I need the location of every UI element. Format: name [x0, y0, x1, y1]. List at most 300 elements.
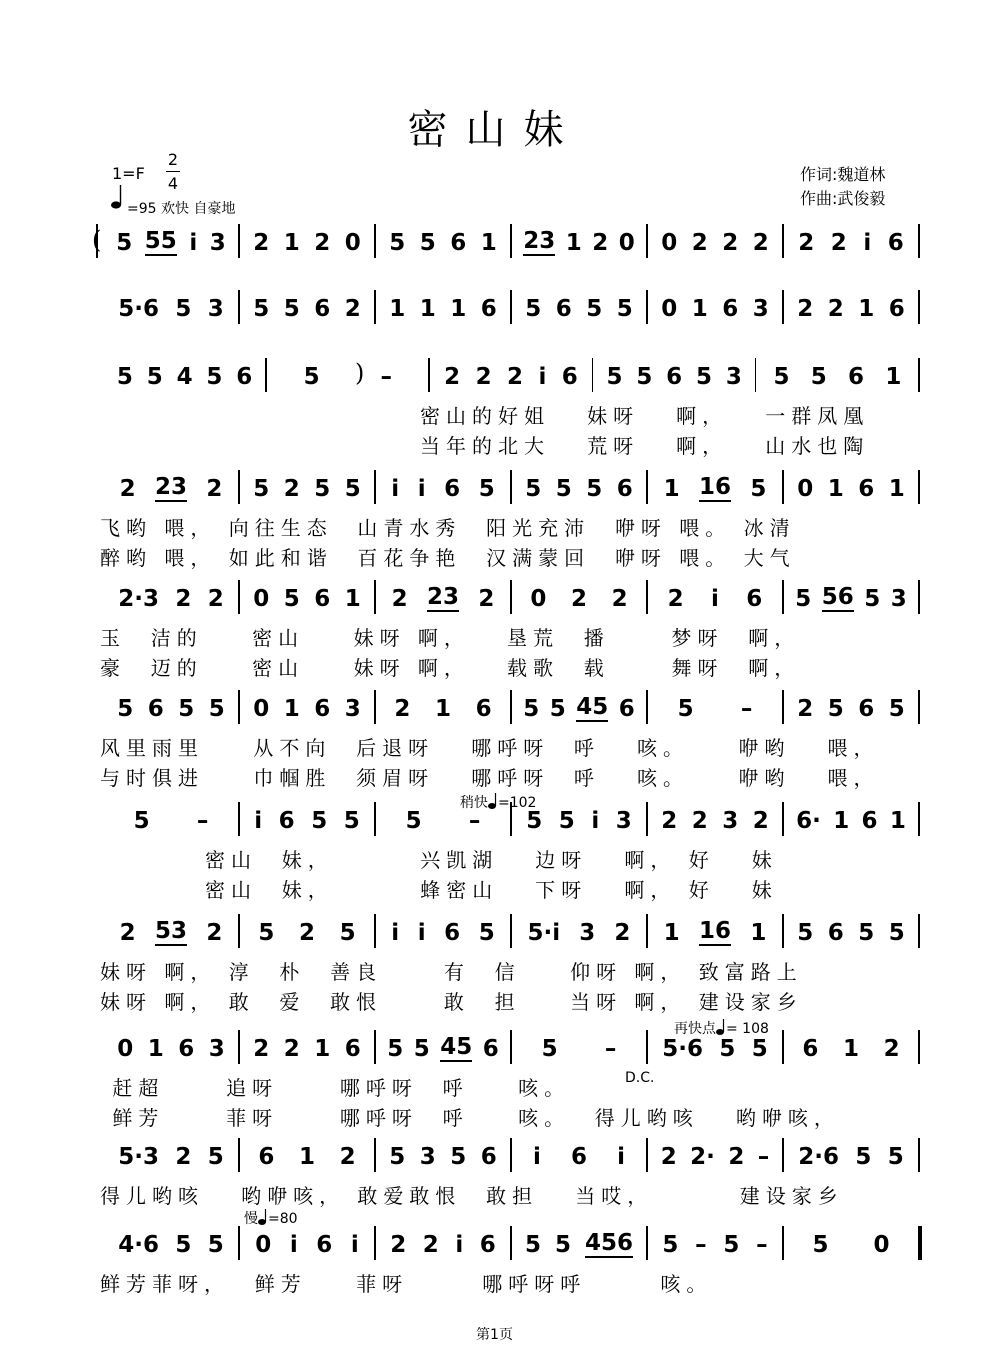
note: 1 — [434, 696, 451, 722]
note: 5 — [555, 476, 572, 502]
note: 1 — [833, 808, 850, 834]
tempo-label: 再快点 — [674, 1021, 716, 1037]
barline — [238, 690, 240, 724]
note: 5 — [723, 1232, 740, 1258]
barline — [782, 1226, 784, 1260]
note: 5·6 — [118, 296, 159, 322]
note: 1 — [283, 230, 300, 256]
measure — [518, 912, 640, 946]
note: 5 — [810, 364, 827, 390]
note: 6 — [147, 696, 164, 722]
quarter-note-icon — [716, 1018, 726, 1036]
measure — [654, 288, 776, 322]
note: 6· — [796, 808, 821, 834]
note: i — [350, 1232, 359, 1258]
note: 5 — [719, 1036, 736, 1062]
barline — [646, 1226, 648, 1260]
note: 1 — [389, 296, 406, 322]
barline — [374, 1226, 376, 1260]
barline — [265, 358, 267, 392]
measure — [654, 578, 776, 612]
note: 23 — [523, 228, 556, 254]
tempo-value: =102 — [498, 795, 537, 811]
note: 5 — [207, 1232, 224, 1258]
note: 0 — [253, 696, 270, 722]
note: 6 — [475, 696, 492, 722]
note: 0 — [117, 1036, 134, 1062]
barline — [238, 290, 240, 324]
lyric-line-2: 醉哟 喂， 如此和谐 百花争艳 汉满蒙回 咿呀 喂。 大气 — [100, 546, 796, 570]
note: 5 — [450, 1144, 467, 1170]
note: – — [604, 1036, 617, 1062]
note: 5 — [773, 364, 790, 390]
note: 5 — [797, 920, 814, 946]
note: 5 — [616, 296, 633, 322]
tempo-marking: =95 欢快 自豪地 — [127, 201, 236, 217]
note: 5 — [858, 920, 875, 946]
barline — [374, 914, 376, 948]
note: 1 — [842, 1036, 859, 1062]
note: 6 — [178, 1036, 195, 1062]
barline — [918, 224, 920, 258]
note: 6 — [236, 364, 253, 390]
note: i — [189, 230, 198, 256]
note: 3 — [579, 920, 596, 946]
quarter-note-icon — [258, 1208, 268, 1226]
barline — [918, 1030, 920, 1064]
barline — [510, 580, 512, 614]
note: 1 — [663, 920, 680, 946]
barline — [646, 802, 648, 836]
composer-credit: 作曲:武俊毅 — [800, 189, 886, 208]
note: 6 — [444, 476, 461, 502]
note: 23 — [426, 584, 459, 610]
note: 45 — [440, 1034, 473, 1060]
note: 1 — [565, 230, 582, 256]
repeat-close-paren: ) — [355, 359, 365, 387]
note: 6 — [314, 696, 331, 722]
barline — [510, 1226, 512, 1260]
note: 5 — [864, 586, 881, 612]
note: 1 — [888, 476, 905, 502]
measure — [382, 1224, 504, 1258]
measure — [518, 688, 640, 722]
note: 5 — [812, 1232, 829, 1258]
note: 3 — [208, 1036, 225, 1062]
note: – — [196, 808, 209, 834]
note: 5 — [253, 476, 270, 502]
note: 5·6 — [662, 1036, 703, 1062]
barline — [374, 690, 376, 724]
lyric-line-1: 鲜芳菲呀， 鲜芳 菲呀 哪呼呀呼 咳。 — [100, 1272, 713, 1296]
lyric-line-1: 密山的好姐 妹呀 啊， 一群凤凰 — [420, 404, 870, 428]
measure — [790, 1028, 912, 1062]
measure — [790, 912, 912, 946]
note: 6 — [344, 1036, 361, 1062]
measure — [382, 688, 504, 722]
note: 2 — [752, 808, 769, 834]
note: 2 — [728, 1144, 745, 1170]
note: 5 — [314, 476, 331, 502]
time-signature-numerator: 2 — [167, 150, 179, 169]
lyric-line-1: 赶超 追呀 哪呼呀 呼 咳。 — [100, 1076, 571, 1100]
barline — [374, 470, 376, 504]
note: i — [455, 1232, 464, 1258]
note: 5 — [258, 920, 275, 946]
barline — [238, 914, 240, 948]
note: 2 — [798, 230, 815, 256]
barline — [918, 1226, 922, 1260]
note: 3 — [419, 1144, 436, 1170]
note: 2 — [253, 230, 270, 256]
note: 5 — [311, 808, 328, 834]
note: 5 — [253, 296, 270, 322]
note: 1 — [298, 1144, 315, 1170]
note: 5 — [478, 920, 495, 946]
lyric-line-1: 密山 妹， 兴凯湖 边呀 啊， 好 妹 — [205, 848, 778, 872]
barline — [782, 470, 784, 504]
measure — [110, 222, 232, 256]
note: 5 — [541, 1036, 558, 1062]
measure — [763, 356, 912, 390]
measure — [654, 800, 776, 834]
measure — [790, 288, 912, 322]
barline — [646, 580, 648, 614]
measure — [790, 578, 912, 612]
note: 1 — [750, 920, 767, 946]
note: 2 — [830, 230, 847, 256]
measure — [654, 1224, 776, 1258]
note: 2 — [478, 586, 495, 612]
note: 1 — [889, 808, 906, 834]
note: 2 — [722, 230, 739, 256]
measure — [600, 356, 749, 390]
note: 1 — [480, 230, 497, 256]
measure — [790, 1136, 912, 1170]
note: 2 — [206, 920, 223, 946]
barline — [374, 290, 376, 324]
key-signature: 1=F — [112, 164, 145, 183]
note: 23 — [154, 474, 187, 500]
note: – — [380, 364, 392, 390]
note: 2 — [175, 1144, 192, 1170]
note: 2 — [752, 230, 769, 256]
barline — [782, 802, 784, 836]
note: 6 — [746, 586, 763, 612]
note: 2 — [883, 1036, 900, 1062]
note: 6 — [314, 586, 331, 612]
note: 2 — [475, 364, 492, 390]
measure — [246, 1028, 368, 1062]
lyric-line-2: 豪 迈的 密山 妹呀 啊， 载歌 载 舞呀 啊， — [100, 656, 801, 680]
note: 6 — [444, 920, 461, 946]
note: 5 — [855, 1144, 872, 1170]
note: 3 — [344, 696, 361, 722]
note: 6 — [570, 1144, 587, 1170]
note: i — [289, 1232, 298, 1258]
barline — [510, 690, 512, 724]
measure — [382, 1136, 504, 1170]
barline — [918, 1138, 920, 1172]
note: i — [417, 476, 426, 502]
barline — [238, 1226, 240, 1260]
note: 6 — [802, 1036, 819, 1062]
measure — [436, 356, 585, 390]
note: i — [711, 586, 719, 612]
note: 2 — [691, 230, 708, 256]
tempo-value: = 108 — [726, 1021, 769, 1037]
note: 1 — [314, 1036, 331, 1062]
note: 2 — [394, 696, 411, 722]
note: 5 — [419, 230, 436, 256]
note: – — [757, 1144, 770, 1170]
measure — [518, 468, 640, 502]
note: 2 — [592, 230, 609, 256]
note: 2 — [390, 1232, 407, 1258]
lyric-line-2: 鲜芳 菲呀 哪呼呀 呼 咳。 得儿哟咳 哟咿咳， — [100, 1106, 840, 1130]
note: 1 — [450, 296, 467, 322]
measure — [790, 1224, 912, 1258]
note: 5·3 — [118, 1144, 159, 1170]
note: 6 — [888, 296, 905, 322]
barline — [374, 802, 376, 836]
measure — [246, 800, 368, 834]
barline — [238, 470, 240, 504]
measure — [246, 688, 368, 722]
note: 5 — [586, 296, 603, 322]
note: 0 — [530, 586, 547, 612]
note: 6 — [278, 808, 295, 834]
note: 2 — [391, 586, 408, 612]
barline — [755, 358, 757, 392]
note: 2 — [422, 1232, 439, 1258]
note: 3 — [725, 364, 742, 390]
note: 2 — [570, 586, 587, 612]
note: i — [538, 364, 547, 390]
note: 5 — [558, 808, 575, 834]
note: 6 — [848, 364, 865, 390]
note: 6 — [479, 1232, 496, 1258]
note: 5 — [208, 696, 225, 722]
note: 1 — [344, 586, 361, 612]
note: 5 — [387, 1036, 404, 1062]
note: 2 — [298, 920, 315, 946]
barline — [782, 290, 784, 324]
note: 5 — [586, 476, 603, 502]
note: 1 — [827, 476, 844, 502]
note: i — [617, 1144, 625, 1170]
note: 6 — [618, 696, 635, 722]
note: 2 — [797, 296, 814, 322]
note: 5 — [303, 364, 320, 390]
barline — [238, 580, 240, 614]
measure — [246, 288, 368, 322]
note: 6 — [482, 1036, 499, 1062]
note: 6 — [450, 230, 467, 256]
lyricist-credit: 作词:魏道林 — [800, 165, 886, 184]
barline — [782, 1030, 784, 1064]
note: 6 — [258, 1144, 275, 1170]
tempo-label: 慢 — [244, 1211, 258, 1227]
note: 3 — [722, 808, 739, 834]
note: 2 — [119, 476, 136, 502]
barline — [510, 224, 512, 258]
measure — [654, 222, 776, 256]
note: 0 — [661, 230, 678, 256]
repeat-open-paren: ( — [92, 226, 102, 254]
note: 3 — [615, 808, 632, 834]
note: 5 — [524, 1232, 541, 1258]
note: 2 — [611, 586, 628, 612]
note: 2 — [207, 586, 224, 612]
note: 5 — [751, 1036, 768, 1062]
barline — [918, 580, 920, 614]
barline — [510, 914, 512, 948]
note: 0 — [873, 1232, 890, 1258]
note: 2 — [344, 296, 361, 322]
measure — [246, 912, 368, 946]
note: 1 — [147, 1036, 164, 1062]
note: 6 — [480, 1144, 497, 1170]
note: 2 — [444, 364, 461, 390]
note: 5 — [695, 364, 712, 390]
note: 5 — [662, 1232, 679, 1258]
barline — [918, 358, 920, 392]
note: 5 — [116, 230, 133, 256]
note: 2 — [691, 808, 708, 834]
barline — [918, 690, 920, 724]
barline — [238, 1138, 240, 1172]
note: 2·6 — [798, 1144, 839, 1170]
note: 5 — [525, 476, 542, 502]
measure — [110, 288, 232, 322]
measure — [518, 1224, 640, 1258]
barline — [782, 914, 784, 948]
note: 0 — [618, 230, 635, 256]
note: 5 — [827, 696, 844, 722]
measure — [790, 222, 912, 256]
tempo-change-slow — [244, 1208, 298, 1228]
time-signature-denominator: 4 — [167, 174, 179, 193]
note: 5 — [795, 586, 812, 612]
barline — [238, 224, 240, 258]
lyric-line-2: 与时俱进 巾帼胜 须眉呀 哪呼呀 呼 咳。 咿哟 喂， — [100, 766, 880, 790]
note: 0 — [255, 1232, 272, 1258]
note: 5·i — [527, 920, 561, 946]
lyric-line-2: 当年的北大 荒呀 啊， 山水也陶 — [420, 434, 870, 458]
note: 5 — [405, 808, 422, 834]
barline — [918, 470, 920, 504]
note: 5 — [526, 808, 543, 834]
note: 6 — [666, 364, 683, 390]
measure — [790, 468, 912, 502]
note: 53 — [154, 918, 187, 944]
note: – — [468, 808, 481, 834]
measure — [654, 468, 776, 502]
barline — [918, 290, 920, 324]
measure — [654, 688, 776, 722]
note: 5 — [554, 1232, 571, 1258]
note: 5 — [133, 808, 150, 834]
note: 2· — [690, 1144, 715, 1170]
note: 3 — [890, 586, 907, 612]
note: 5 — [146, 364, 163, 390]
note: – — [695, 1232, 707, 1258]
note: 0 — [797, 476, 814, 502]
barline — [510, 1030, 512, 1064]
measure — [110, 1028, 232, 1062]
note: 6 — [480, 296, 497, 322]
note: 6 — [887, 230, 904, 256]
note: 5 — [175, 1232, 192, 1258]
barline — [646, 914, 648, 948]
note: 2 — [119, 920, 136, 946]
barline — [510, 470, 512, 504]
note: 5 — [344, 476, 361, 502]
note: i — [254, 808, 263, 834]
note: 5 — [389, 1144, 406, 1170]
measure — [654, 912, 776, 946]
note: 5 — [206, 364, 223, 390]
note: i — [391, 920, 400, 946]
note: 1 — [663, 476, 680, 502]
measure — [518, 288, 640, 322]
note: 2 — [283, 476, 300, 502]
note: i — [863, 230, 872, 256]
measure — [246, 1136, 368, 1170]
measure — [518, 222, 640, 256]
barline — [374, 580, 376, 614]
measure — [382, 912, 504, 946]
note: 6 — [858, 696, 875, 722]
note: 5 — [283, 586, 300, 612]
measure — [382, 1028, 504, 1062]
measure — [110, 356, 259, 390]
quarter-note-icon — [488, 792, 498, 810]
lyric-line-2: 妹呀 啊， 敢 爱 敢恨 敢 担 当呀 啊， 建设家乡 — [100, 990, 803, 1014]
note: 5 — [339, 920, 356, 946]
page-number: 第1页 — [476, 1327, 513, 1343]
note: 1 — [858, 296, 875, 322]
note: 4·6 — [118, 1232, 159, 1258]
barline — [510, 290, 512, 324]
lyric-line-1: 玉 洁的 密山 妹呀 啊， 垦荒 播 梦呀 啊， — [100, 626, 801, 650]
note: 5 — [606, 364, 623, 390]
measure — [246, 222, 368, 256]
barline — [592, 358, 594, 392]
measure — [273, 356, 422, 390]
note: 5 — [175, 296, 192, 322]
measure — [654, 1136, 776, 1170]
note: 2 — [614, 920, 631, 946]
barline — [510, 1138, 512, 1172]
note: 6 — [861, 808, 878, 834]
note: 45 — [576, 694, 609, 720]
measure — [518, 578, 640, 612]
note: 5 — [343, 808, 360, 834]
measure — [518, 1136, 640, 1170]
note: 1 — [691, 296, 708, 322]
note: 16 — [698, 918, 731, 944]
note: 6 — [316, 1232, 333, 1258]
measure — [110, 912, 232, 946]
barline — [374, 1030, 376, 1064]
barline — [646, 470, 648, 504]
note: 5 — [887, 1144, 904, 1170]
measure — [790, 800, 912, 834]
note: 2 — [175, 586, 192, 612]
note: 5 — [478, 476, 495, 502]
